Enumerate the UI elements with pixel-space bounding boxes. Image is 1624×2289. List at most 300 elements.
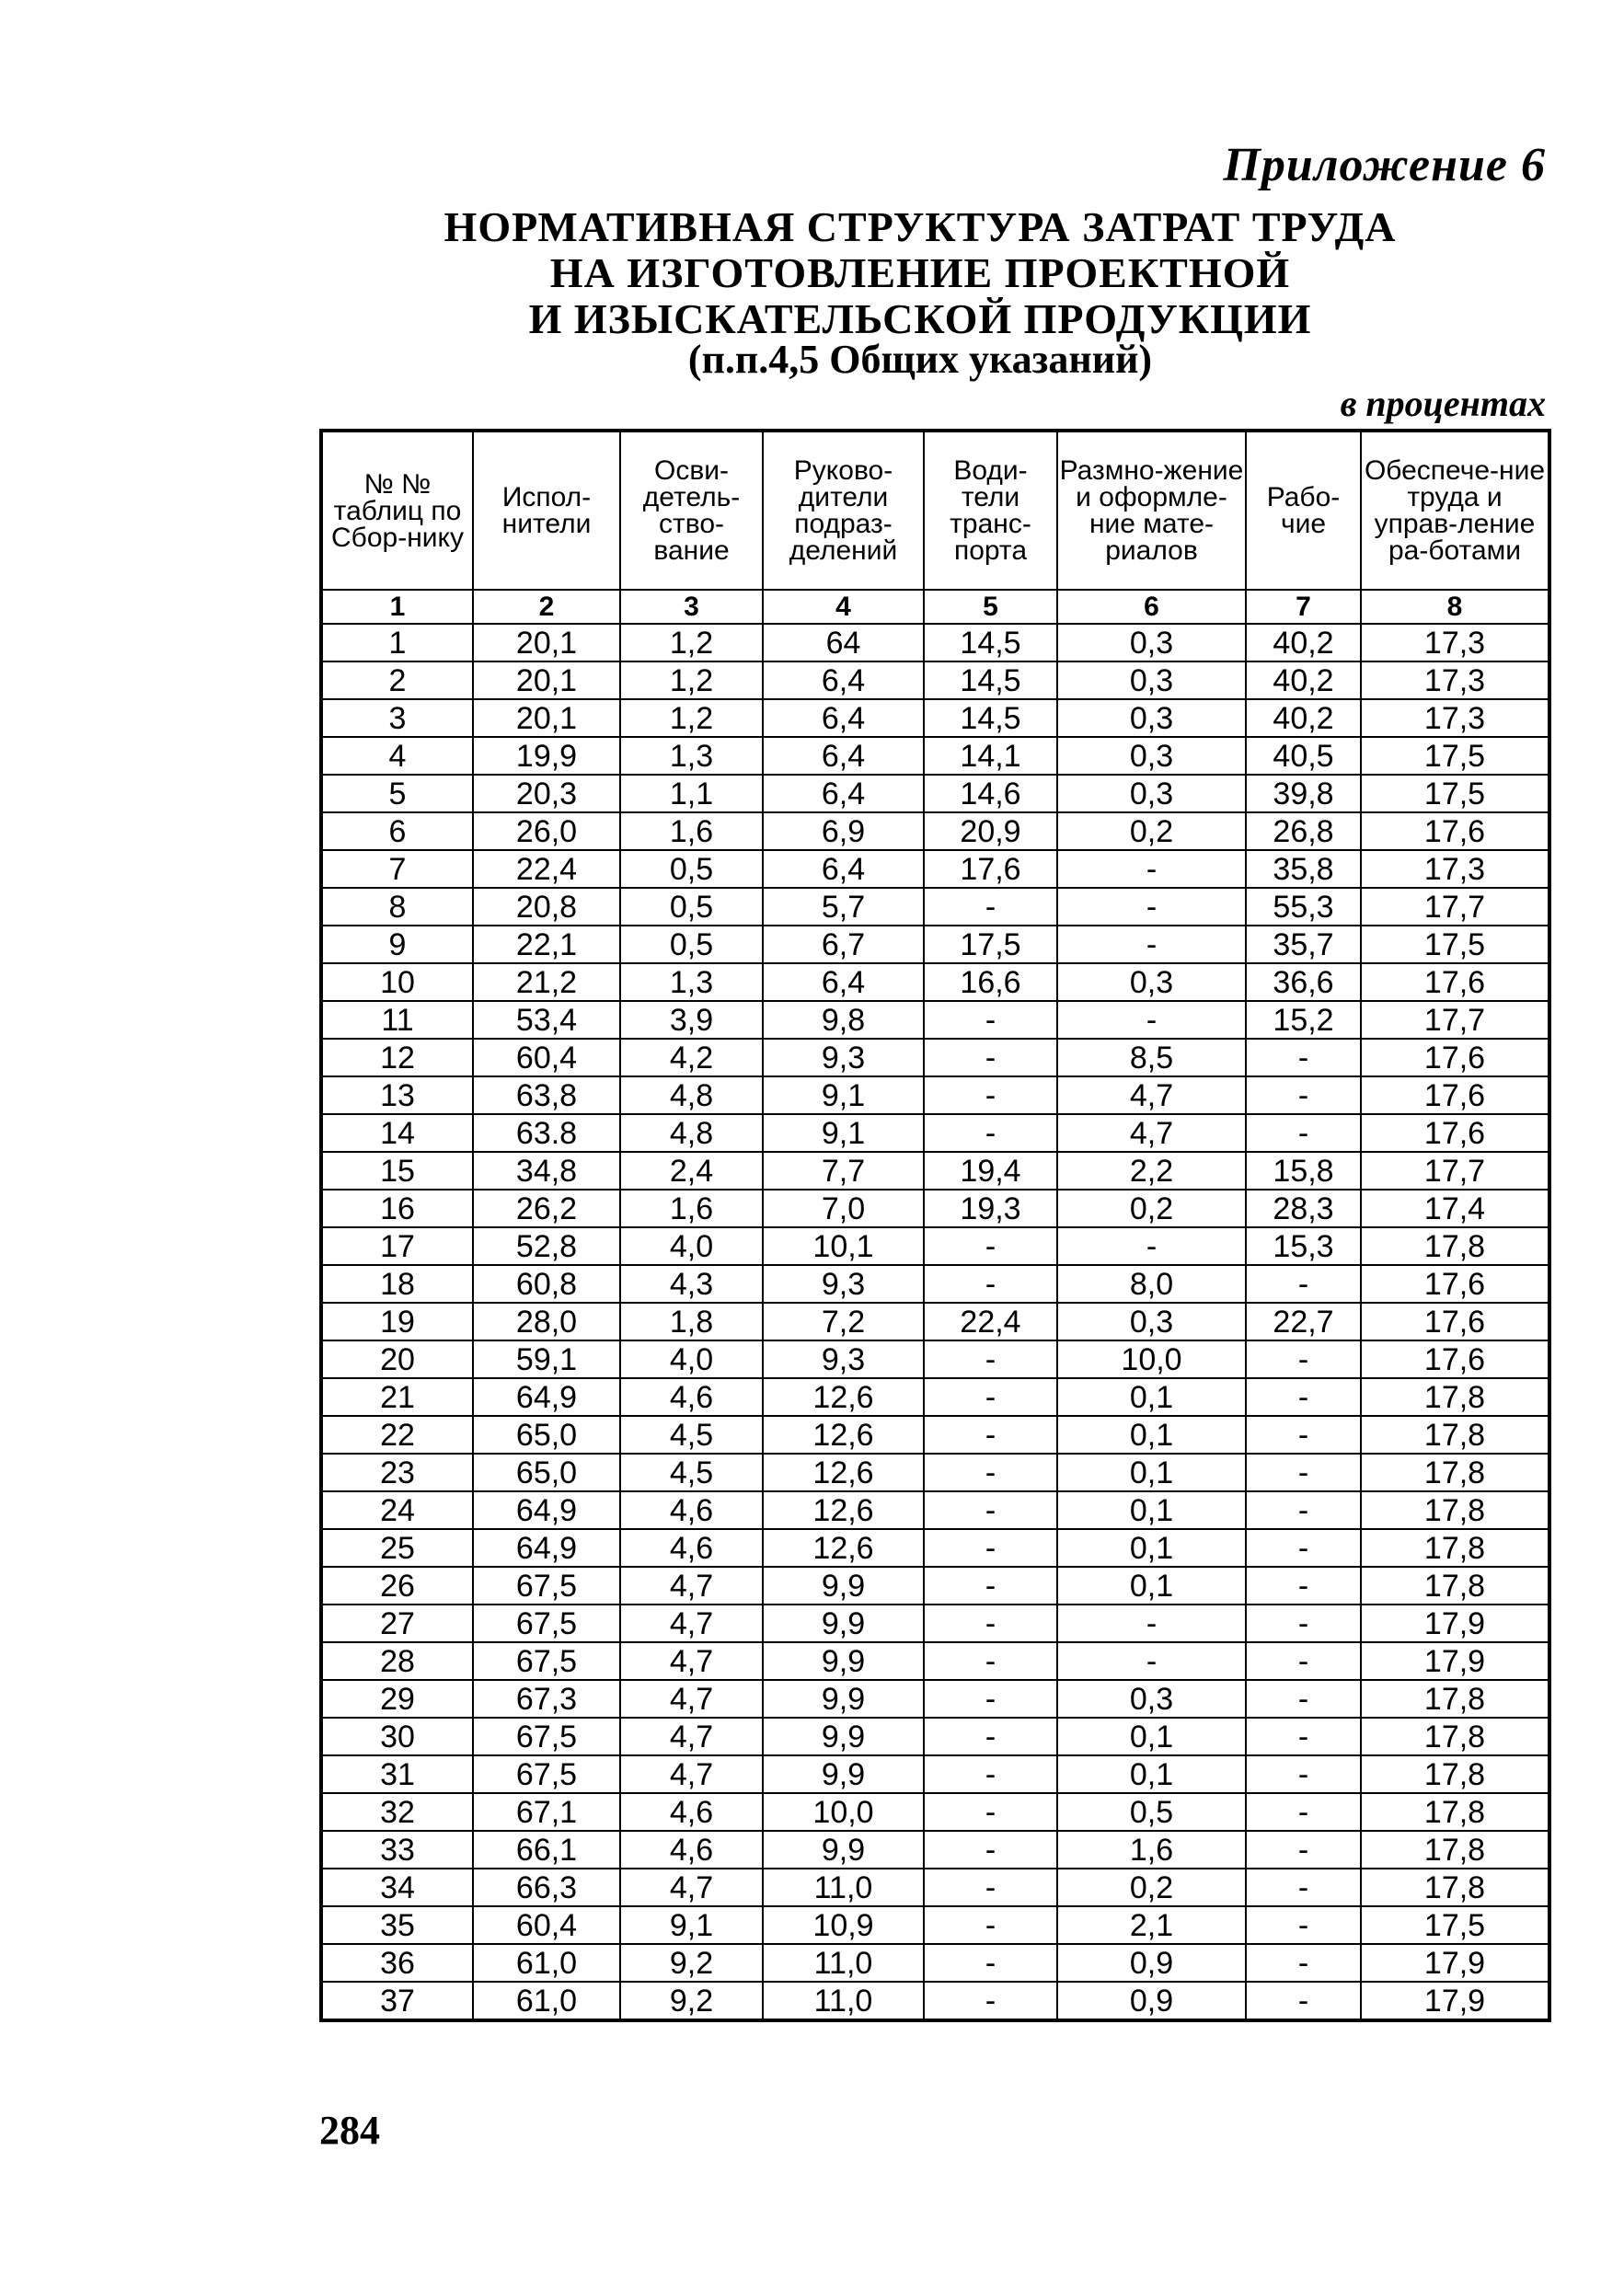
table-row <box>321 1680 1549 1718</box>
table-cell: 23 <box>321 1454 473 1491</box>
table-cell: - <box>1246 1982 1361 2020</box>
table-row <box>321 1001 1549 1039</box>
table-cell: 9,9 <box>763 1718 924 1755</box>
table-cell: 22,1 <box>473 926 620 963</box>
table-cell: 5 <box>321 775 473 812</box>
table-cell: 67,5 <box>473 1567 620 1605</box>
table-body <box>321 624 1549 2020</box>
table-cell: 40,5 <box>1246 737 1361 775</box>
table-cell: 11,0 <box>763 1869 924 1906</box>
table-cell: 1,6 <box>620 812 763 850</box>
table-cell: 64,9 <box>473 1529 620 1567</box>
table-cell: - <box>924 1378 1057 1416</box>
table-cell: 11,0 <box>763 1982 924 2020</box>
table-cell: 6,4 <box>763 775 924 812</box>
table-cell: 35 <box>321 1906 473 1944</box>
table-cell: 60,4 <box>473 1039 620 1076</box>
table-cell: 17,8 <box>1361 1529 1549 1567</box>
table-cell: 0,5 <box>620 850 763 888</box>
table-cell: - <box>924 1982 1057 2020</box>
table-cell: 19,3 <box>924 1190 1057 1227</box>
table-row <box>321 1605 1549 1642</box>
table-row <box>321 1076 1549 1114</box>
table-cell: 22 <box>321 1416 473 1454</box>
table-cell: - <box>1246 1114 1361 1152</box>
table-cell: 67,5 <box>473 1605 620 1642</box>
table-cell: 33 <box>321 1831 473 1869</box>
table-cell: 1,6 <box>620 1190 763 1227</box>
table-cell: 65,0 <box>473 1416 620 1454</box>
table-cell: 0,3 <box>1057 661 1246 699</box>
table-cell: 17,8 <box>1361 1416 1549 1454</box>
table-cell: 0,1 <box>1057 1755 1246 1793</box>
table-cell: 10,9 <box>763 1906 924 1944</box>
column-number-row <box>321 590 1549 624</box>
table-cell: 36 <box>321 1944 473 1982</box>
table-cell: - <box>1246 1906 1361 1944</box>
table-cell: 16,6 <box>924 963 1057 1001</box>
table-row <box>321 1718 1549 1755</box>
table-row <box>321 1491 1549 1529</box>
table-cell: 4,0 <box>620 1340 763 1378</box>
table-cell: 4,6 <box>620 1378 763 1416</box>
table-row <box>321 1227 1549 1265</box>
table-cell: 10,0 <box>763 1793 924 1831</box>
table-cell: 17,5 <box>1361 775 1549 812</box>
table-row <box>321 1190 1549 1227</box>
table-cell: 0,1 <box>1057 1454 1246 1491</box>
table-row <box>321 1265 1549 1303</box>
table-cell: 4,7 <box>620 1642 763 1680</box>
table-cell: 9,9 <box>763 1567 924 1605</box>
table-cell: 17,8 <box>1361 1227 1549 1265</box>
table-cell: 17,9 <box>1361 1944 1549 1982</box>
table-cell: 9,9 <box>763 1831 924 1869</box>
table-cell: - <box>1246 1491 1361 1529</box>
table-cell: 15,8 <box>1246 1152 1361 1190</box>
table-cell: - <box>1246 1793 1361 1831</box>
table-cell: 0,9 <box>1057 1982 1246 2020</box>
subtitle: (п.п.4,5 Общих указаний) <box>687 337 1153 382</box>
table-cell: 6 <box>321 812 473 850</box>
table-cell: 9,2 <box>620 1944 763 1982</box>
table-cell: 6,4 <box>763 699 924 737</box>
table-cell: 2 <box>321 661 473 699</box>
table-cell: 17,7 <box>1361 1152 1549 1190</box>
table-cell: 16 <box>321 1190 473 1227</box>
table-cell: 32 <box>321 1793 473 1831</box>
table-cell: - <box>924 1454 1057 1491</box>
table-cell: 8 <box>321 888 473 926</box>
table-cell: 10,1 <box>763 1227 924 1265</box>
table-cell: 34,8 <box>473 1152 620 1190</box>
table-cell: 0,1 <box>1057 1567 1246 1605</box>
table-cell: 9 <box>321 926 473 963</box>
table-cell: 17,5 <box>1361 737 1549 775</box>
table-cell: 7 <box>321 850 473 888</box>
table-row <box>321 624 1549 661</box>
table-cell: 17,8 <box>1361 1718 1549 1755</box>
table-cell: 17,8 <box>1361 1567 1549 1605</box>
table-cell: 7,0 <box>763 1190 924 1227</box>
table-cell: 0,1 <box>1057 1718 1246 1755</box>
table-cell: - <box>924 1491 1057 1529</box>
table-cell: 17,5 <box>1361 1906 1549 1944</box>
table-cell: 4,6 <box>620 1793 763 1831</box>
table-row <box>321 1982 1549 2020</box>
table-cell: 21,2 <box>473 963 620 1001</box>
table-cell: 0,1 <box>1057 1416 1246 1454</box>
table-cell: - <box>924 1680 1057 1718</box>
table-cell: 3,9 <box>620 1001 763 1039</box>
table-cell: 19 <box>321 1303 473 1340</box>
table-cell: 17,8 <box>1361 1869 1549 1906</box>
table-cell: 65,0 <box>473 1454 620 1491</box>
table-cell: 10,0 <box>1057 1340 1246 1378</box>
table-cell: 9,1 <box>763 1114 924 1152</box>
table-cell: 17,5 <box>924 926 1057 963</box>
column-header: Обеспече-ние труда и управ-ление ра-ботами <box>1361 431 1549 590</box>
table-cell: 35,8 <box>1246 850 1361 888</box>
table-cell: 9,1 <box>763 1076 924 1114</box>
table-cell: 26 <box>321 1567 473 1605</box>
table-cell: 17,6 <box>1361 1340 1549 1378</box>
table-cell: 17,3 <box>1361 661 1549 699</box>
table-cell: - <box>1246 1642 1361 1680</box>
table-cell: - <box>1057 1642 1246 1680</box>
table-cell: 64,9 <box>473 1378 620 1416</box>
table-cell: 9,3 <box>763 1039 924 1076</box>
table-cell: 20 <box>321 1340 473 1378</box>
column-header: Испол-нители <box>473 431 620 590</box>
table-cell: 4,7 <box>620 1567 763 1605</box>
table-row <box>321 1416 1549 1454</box>
column-header: Води-тели транс-порта <box>924 431 1057 590</box>
table-cell: 11 <box>321 1001 473 1039</box>
table-cell: - <box>1057 1605 1246 1642</box>
table-cell: 17,6 <box>1361 1265 1549 1303</box>
table-cell: - <box>924 1944 1057 1982</box>
table-cell: 2,4 <box>620 1152 763 1190</box>
table-cell: - <box>1246 1755 1361 1793</box>
table-row <box>321 1152 1549 1190</box>
table-cell: 4,7 <box>620 1605 763 1642</box>
table-cell: 66,1 <box>473 1831 620 1869</box>
table-cell: - <box>1246 1340 1361 1378</box>
column-number: 7 <box>1246 590 1361 624</box>
table-cell: 0,3 <box>1057 963 1246 1001</box>
table-cell: 11,0 <box>763 1944 924 1982</box>
table-cell: - <box>1057 1001 1246 1039</box>
table-cell: 4,7 <box>1057 1076 1246 1114</box>
appendix-label: Приложение 6 <box>1223 139 1546 191</box>
table-cell: 0,3 <box>1057 699 1246 737</box>
table-cell: 40,2 <box>1246 661 1361 699</box>
table-cell: 67,1 <box>473 1793 620 1831</box>
table-cell: - <box>1057 926 1246 963</box>
table-cell: 3 <box>321 699 473 737</box>
table-cell: 61,0 <box>473 1944 620 1982</box>
table-cell: - <box>1246 1416 1361 1454</box>
table-cell: 7,7 <box>763 1152 924 1190</box>
table-cell: 9,9 <box>763 1605 924 1642</box>
column-header: Осви-детель-ство-вание <box>620 431 763 590</box>
table-cell: 6,9 <box>763 812 924 850</box>
table-cell: 18 <box>321 1265 473 1303</box>
table-cell: - <box>924 1755 1057 1793</box>
table-cell: 4,5 <box>620 1416 763 1454</box>
table-cell: 1,2 <box>620 661 763 699</box>
table-cell: 1,8 <box>620 1303 763 1340</box>
table-cell: - <box>1246 1454 1361 1491</box>
table-cell: 14,1 <box>924 737 1057 775</box>
column-header: Размно-жение и оформле-ние мате-риалов <box>1057 431 1246 590</box>
table-cell: 35,7 <box>1246 926 1361 963</box>
table-cell: 6,7 <box>763 926 924 963</box>
table-row <box>321 850 1549 888</box>
table-cell: 20,8 <box>473 888 620 926</box>
table-cell: 4,8 <box>620 1076 763 1114</box>
table-cell: 55,3 <box>1246 888 1361 926</box>
table-row <box>321 1831 1549 1869</box>
table-cell: 28,0 <box>473 1303 620 1340</box>
table-cell: 1,6 <box>1057 1831 1246 1869</box>
table-cell: 24 <box>321 1491 473 1529</box>
table-cell: 2,1 <box>1057 1906 1246 1944</box>
table-cell: 19,4 <box>924 1152 1057 1190</box>
table-cell: - <box>1246 1831 1361 1869</box>
table-cell: - <box>924 1793 1057 1831</box>
table-cell: 0,3 <box>1057 775 1246 812</box>
table-cell: 12,6 <box>763 1416 924 1454</box>
table-cell: 17,6 <box>1361 1039 1549 1076</box>
table-cell: 22,4 <box>924 1303 1057 1340</box>
table-row <box>321 1303 1549 1340</box>
table-cell: 13 <box>321 1076 473 1114</box>
table-cell: 40,2 <box>1246 624 1361 661</box>
table-cell: 37 <box>321 1982 473 2020</box>
table-cell: 17,3 <box>1361 850 1549 888</box>
table-cell: 9,3 <box>763 1340 924 1378</box>
table-cell: 17,6 <box>1361 1114 1549 1152</box>
table-cell: 17,8 <box>1361 1680 1549 1718</box>
table-cell: 17,8 <box>1361 1831 1549 1869</box>
table-cell: 21 <box>321 1378 473 1416</box>
table-cell: 39,8 <box>1246 775 1361 812</box>
table-cell: 14,5 <box>924 699 1057 737</box>
table-cell: 17 <box>321 1227 473 1265</box>
table-cell: - <box>1246 1944 1361 1982</box>
table-cell: - <box>1246 1869 1361 1906</box>
table-cell: 0,1 <box>1057 1529 1246 1567</box>
table-cell: 17,8 <box>1361 1454 1549 1491</box>
table-cell: 17,4 <box>1361 1190 1549 1227</box>
table-cell: 60,4 <box>473 1906 620 1944</box>
table-cell: 2,2 <box>1057 1152 1246 1190</box>
table-cell: 12,6 <box>763 1378 924 1416</box>
table-cell: 28,3 <box>1246 1190 1361 1227</box>
table-cell: 17,8 <box>1361 1793 1549 1831</box>
table-cell: 0,1 <box>1057 1378 1246 1416</box>
table-cell: - <box>924 1227 1057 1265</box>
table-cell: 0,5 <box>620 926 763 963</box>
table-cell: 1,1 <box>620 775 763 812</box>
table-cell: 0,1 <box>1057 1491 1246 1529</box>
table-row <box>321 963 1549 1001</box>
table-row <box>321 1793 1549 1831</box>
table-cell: 4,6 <box>620 1491 763 1529</box>
table-cell: - <box>924 1039 1057 1076</box>
table-cell: 0,2 <box>1057 812 1246 850</box>
title-line-2: НА ИЗГОТОВЛЕНИЕ ПРОЕКТНОЙ <box>549 249 1291 296</box>
column-number: 8 <box>1361 590 1549 624</box>
column-number: 6 <box>1057 590 1246 624</box>
table-cell: 4,3 <box>620 1265 763 1303</box>
table-row <box>321 1529 1549 1567</box>
table-cell: - <box>1246 1605 1361 1642</box>
table-cell: 64 <box>763 624 924 661</box>
table-cell: - <box>1057 1227 1246 1265</box>
table-cell: 29 <box>321 1680 473 1718</box>
table-cell: 26,8 <box>1246 812 1361 850</box>
units-note: в процентах <box>1340 383 1546 424</box>
table-cell: 59,1 <box>473 1340 620 1378</box>
table-cell: 8,0 <box>1057 1265 1246 1303</box>
table-row <box>321 812 1549 850</box>
table-cell: 1,2 <box>620 624 763 661</box>
table-cell: 26,0 <box>473 812 620 850</box>
table-cell: - <box>924 1831 1057 1869</box>
table-row <box>321 1906 1549 1944</box>
table-cell: 22,4 <box>473 850 620 888</box>
document-title <box>276 204 1564 342</box>
table-cell: 9,9 <box>763 1642 924 1680</box>
table-cell: 9,3 <box>763 1265 924 1303</box>
table-cell: 30 <box>321 1718 473 1755</box>
table-cell: 15 <box>321 1152 473 1190</box>
table-cell: 14,6 <box>924 775 1057 812</box>
table-cell: 14,5 <box>924 624 1057 661</box>
table-cell: - <box>1246 1529 1361 1567</box>
table-cell: - <box>924 1718 1057 1755</box>
table-cell: 0,3 <box>1057 1680 1246 1718</box>
table-cell: 9,9 <box>763 1680 924 1718</box>
labor-structure-table <box>319 429 1551 2022</box>
table-cell: 28 <box>321 1642 473 1680</box>
table-cell: 17,6 <box>1361 1076 1549 1114</box>
table-cell: 66,3 <box>473 1869 620 1906</box>
table-cell: 67,5 <box>473 1718 620 1755</box>
table-cell: 20,1 <box>473 699 620 737</box>
table-row <box>321 1567 1549 1605</box>
table-row <box>321 1378 1549 1416</box>
table-cell: 0,3 <box>1057 1303 1246 1340</box>
table-row <box>321 926 1549 963</box>
table-cell: 0,3 <box>1057 624 1246 661</box>
table-cell: 1,2 <box>620 699 763 737</box>
table-cell: 63,8 <box>473 1076 620 1114</box>
table-cell: 4,6 <box>620 1831 763 1869</box>
table-cell: 0,2 <box>1057 1190 1246 1227</box>
table-row <box>321 1039 1549 1076</box>
table-cell: 26,2 <box>473 1190 620 1227</box>
table-cell: 61,0 <box>473 1982 620 2020</box>
table-row <box>321 1454 1549 1491</box>
table-cell: - <box>1246 1378 1361 1416</box>
table-cell: - <box>1246 1076 1361 1114</box>
table-cell: 4,6 <box>620 1529 763 1567</box>
table-cell: - <box>924 1340 1057 1378</box>
table-row <box>321 1944 1549 1982</box>
table-cell: 6,4 <box>763 963 924 1001</box>
table-cell: 17,3 <box>1361 699 1549 737</box>
table-cell: - <box>924 1529 1057 1567</box>
column-header: Рабо-чие <box>1246 431 1361 590</box>
table-cell: 17,6 <box>924 850 1057 888</box>
table-cell: 1,3 <box>620 963 763 1001</box>
table-cell: 67,5 <box>473 1755 620 1793</box>
table-cell: 20,9 <box>924 812 1057 850</box>
table-cell: 17,6 <box>1361 963 1549 1001</box>
table-cell: 67,3 <box>473 1680 620 1718</box>
table-cell: 17,9 <box>1361 1982 1549 2020</box>
table-cell: 31 <box>321 1755 473 1793</box>
table-cell: 52,8 <box>473 1227 620 1265</box>
table-cell: - <box>924 1642 1057 1680</box>
table-cell: 17,5 <box>1361 926 1549 963</box>
table-cell: 5,7 <box>763 888 924 926</box>
table-cell: 6,4 <box>763 737 924 775</box>
column-number: 5 <box>924 590 1057 624</box>
title-line-3: И ИЗЫСКАТЕЛЬСКОЙ ПРОДУКЦИИ <box>528 295 1312 342</box>
table-cell: 4 <box>321 737 473 775</box>
table-cell: 8,5 <box>1057 1039 1246 1076</box>
table-cell: 1,3 <box>620 737 763 775</box>
table-cell: 17,6 <box>1361 812 1549 850</box>
column-number: 1 <box>321 590 473 624</box>
table-row <box>321 699 1549 737</box>
table-cell: 36,6 <box>1246 963 1361 1001</box>
table-row <box>321 1642 1549 1680</box>
table-cell: - <box>924 888 1057 926</box>
table-cell: 22,7 <box>1246 1303 1361 1340</box>
table-cell: 63.8 <box>473 1114 620 1152</box>
table-cell: 4,7 <box>1057 1114 1246 1152</box>
table-cell: 7,2 <box>763 1303 924 1340</box>
table-cell: 4,2 <box>620 1039 763 1076</box>
table-cell: - <box>924 1001 1057 1039</box>
table-cell: 20,1 <box>473 624 620 661</box>
table-cell: - <box>924 1416 1057 1454</box>
table-cell: 12 <box>321 1039 473 1076</box>
column-number: 2 <box>473 590 620 624</box>
table-row <box>321 661 1549 699</box>
table-cell: 60,8 <box>473 1265 620 1303</box>
table-cell: 17,7 <box>1361 888 1549 926</box>
table-cell: - <box>924 1567 1057 1605</box>
table-cell: 0,5 <box>620 888 763 926</box>
header-row <box>321 431 1549 590</box>
table-row <box>321 1869 1549 1906</box>
table-cell: - <box>1246 1718 1361 1755</box>
table-cell: 12,6 <box>763 1529 924 1567</box>
table-cell: 4,7 <box>620 1680 763 1718</box>
table-cell: 1 <box>321 624 473 661</box>
table-cell: - <box>924 1869 1057 1906</box>
table-cell: 20,3 <box>473 775 620 812</box>
table-cell: - <box>924 1076 1057 1114</box>
table-cell: 14,5 <box>924 661 1057 699</box>
